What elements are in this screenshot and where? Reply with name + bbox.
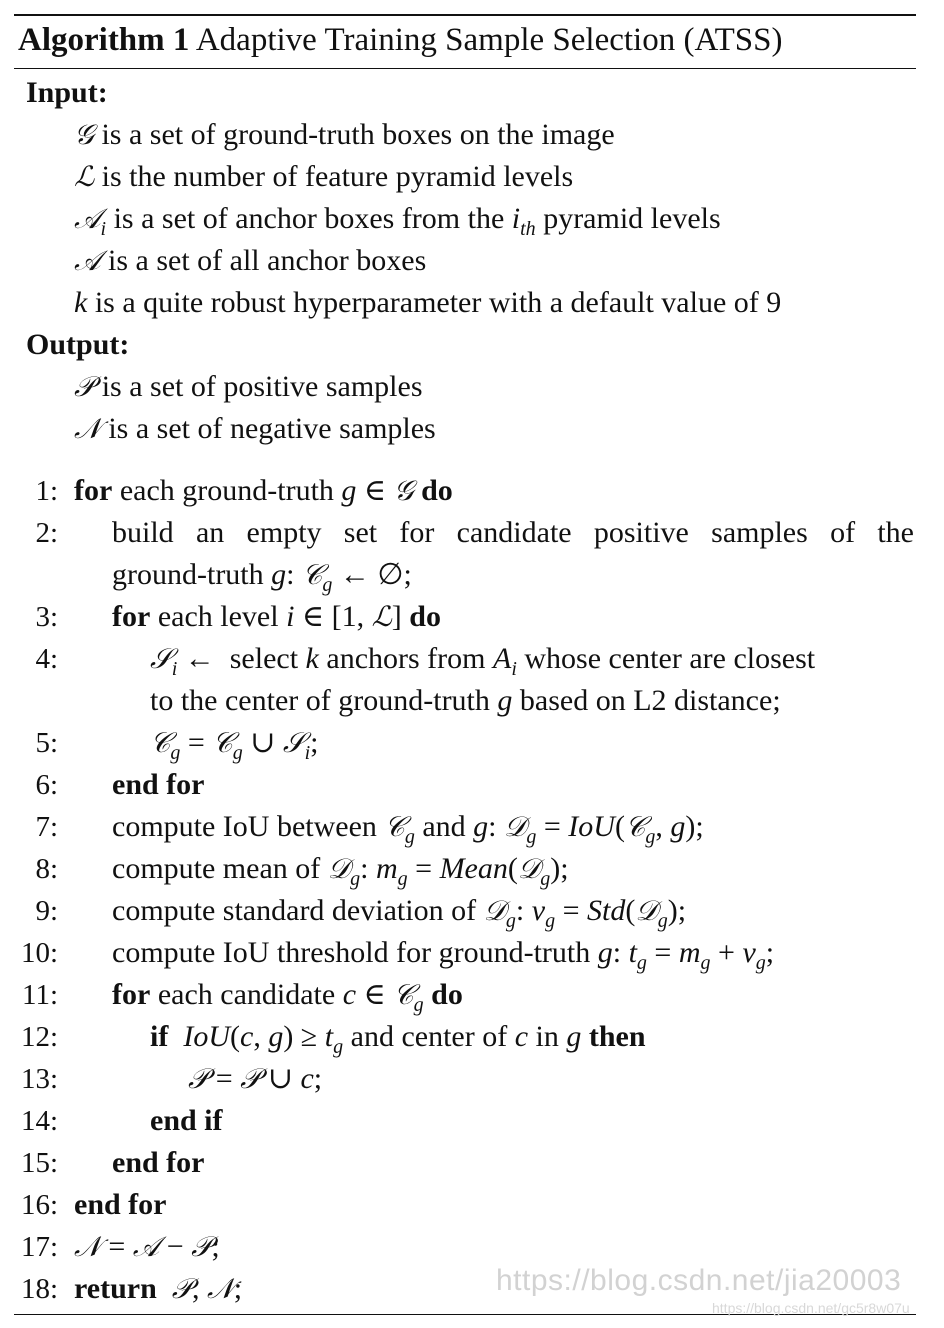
algorithm-caption [18,20,782,60]
step-number: 3: [35,601,58,633]
step-number: 10: [20,937,58,969]
step-number: 8: [35,853,58,885]
step-line: for each ground-truth g ∈ 𝒢 do [74,474,453,507]
step-number: 5: [35,727,58,759]
step-line: if IoU(c, $g) \ge t_g$ and center of c in g then [150,1020,646,1058]
step-line-continued: to the center of ground-truth g based on L2 distance; [150,684,781,717]
input-item: 𝒜 is a set of all anchor boxes [74,244,427,277]
input-heading: Input: [26,76,108,109]
step-line: return 𝒫, 𝒩; [74,1272,243,1305]
caption-rule [14,68,916,69]
step-number: 14: [20,1105,58,1137]
step-line: 𝒮$_i$ ← select k anchors from $A_i$ whose center are closest [150,642,816,680]
step-line: for each level i ∈ [1, ℒ] do [112,600,441,633]
step-number: 2: [35,517,58,549]
step-line: compute IoU between 𝒞$_g$ and g: 𝒟$_g$ = IoU(𝒞$_g$, g); [112,810,704,848]
step-line: build an empty set for candidate positive samples of the [112,516,914,549]
step-number: 6: [35,769,58,801]
input-item: 𝒢 is a set of ground-truth boxes on the image [74,118,615,151]
step-line: 𝒞$_g$ = 𝒞$_g$ ∪ 𝒮$_i$; [150,726,319,764]
algorithm-title: Adaptive Training Sample Selection (ATSS) [195,22,783,58]
step-line: end if [150,1104,223,1137]
step-line: 𝒩 = 𝒜 − 𝒫; [74,1230,220,1263]
step-number: 15: [20,1147,58,1179]
step-number: 1: [35,475,58,507]
step-number: 17: [20,1231,58,1263]
output-heading: Output: [26,328,130,361]
step-line: 𝒫 = 𝒫 ∪ c; [188,1062,323,1095]
step-line: end for [112,768,205,801]
step-line: compute mean of 𝒟$_g$: $m_g$ = Mean(𝒟$_g$); [112,852,569,890]
step-line: end for [74,1188,167,1221]
step-line-continued: ground-truth g: 𝒞$_g$ ← ∅; [112,558,412,596]
output-item: 𝒩 is a set of negative samples [74,412,436,445]
step-number: 7: [35,811,58,843]
algorithm-block [14,14,916,1314]
output-item: 𝒫 is a set of positive samples [74,370,423,403]
step-number: 18: [20,1273,58,1305]
step-line: for each candidate c ∈ 𝒞$_g$ do [112,978,463,1016]
step-line: compute standard deviation of 𝒟$_g$: $v_g$ = Std(𝒟$_g$); [112,894,687,932]
step-line: compute IoU threshold for ground-truth g: $t_g = m_g + v_g$; [112,936,775,974]
step-number: 12: [20,1021,58,1053]
algorithm-label: Algorithm 1 [18,22,190,58]
watermark-small: https://blog.csdn.net/gc5r8w07u [712,1300,910,1316]
step-line: end for [112,1146,205,1179]
step-number: 13: [20,1063,58,1095]
input-item: k is a quite robust hyperparameter with a default value of 9 [74,286,782,319]
watermark: https://blog.csdn.net/jia20003 [496,1264,902,1297]
input-item: 𝒜$_i$ is a set of anchor boxes from the $i_{th}$ pyramid levels [74,202,721,240]
top-rule [14,14,916,16]
step-number: 11: [22,979,58,1011]
step-number: 4: [35,643,58,675]
step-number: 9: [35,895,58,927]
input-item: ℒ is the number of feature pyramid levels [74,160,574,193]
step-number: 16: [20,1189,58,1221]
